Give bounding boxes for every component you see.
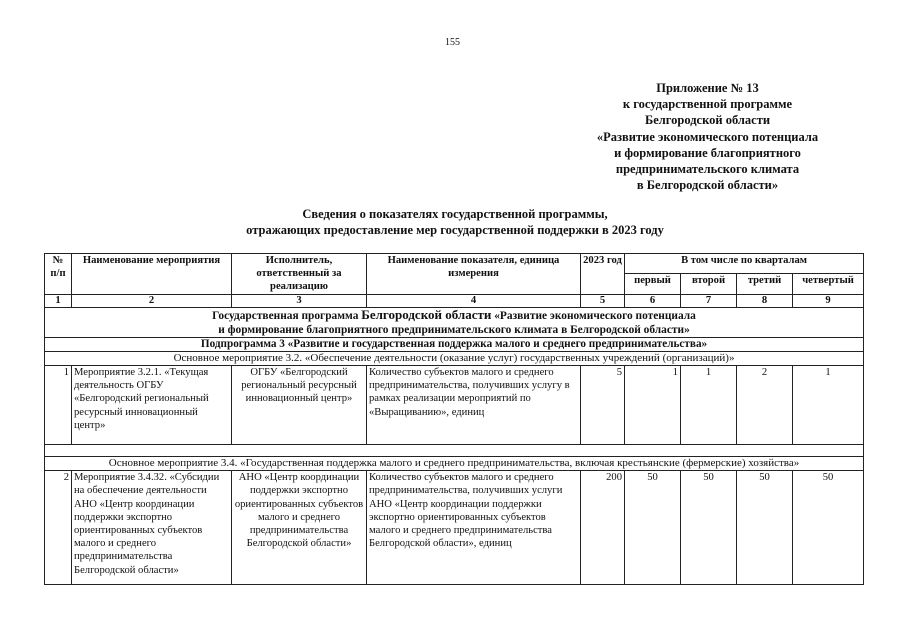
- program-region: Белгородской области: [361, 306, 492, 322]
- row-num: 1: [45, 366, 72, 445]
- spacer-row: [45, 445, 864, 457]
- appendix-line: в Белгородской области»: [636, 178, 779, 193]
- header-executor: Исполнитель, ответственный за реализацию: [232, 254, 367, 295]
- basic-event-cell: Основное мероприятие 3.4. «Государственная поддержка малого и среднего предпринимательства, включая крестьянские (фермерские) хозяйства»: [45, 457, 864, 471]
- column-number: 7: [681, 294, 737, 307]
- program-prefix: Государственная программа: [212, 309, 362, 322]
- column-number: 6: [625, 294, 681, 307]
- header-indicator: Наименование показателя, единица измерения: [367, 254, 581, 295]
- title-line-2: отражающих предоставление мер государственной поддержки в 2023 году: [246, 223, 664, 237]
- appendix-line: к государственной программе: [622, 97, 793, 112]
- header-quarters-group: В том числе по кварталам: [625, 254, 864, 274]
- subprogram-cell: Подпрограмма 3 «Развитие и государственная поддержка малого и среднего предпринимательства»: [45, 337, 864, 351]
- row-indicator: Количество субъектов малого и среднего предпринимательства, получивших услуги АНО «Центр координации поддержки экспортно ориентированных субъектов малого и среднего предпринимательства Белгородской области», единиц: [367, 471, 581, 585]
- table-row: [45, 471, 864, 585]
- column-numbers-row: [45, 294, 864, 307]
- appendix-heading: [535, 80, 880, 193]
- title-line-1: Сведения о показателях государственной программы,: [302, 207, 608, 221]
- row-year-value: 5: [581, 366, 625, 445]
- basic-event-row: [45, 457, 864, 471]
- row-indicator: Количество субъектов малого и среднего предпринимательства, получивших услугу в рамках реализации мероприятий по «Выращиванию», единиц: [367, 366, 581, 445]
- row-q1-value: 1: [625, 366, 681, 445]
- header-q2: второй: [681, 274, 737, 294]
- table-row: [45, 366, 864, 445]
- column-number: 2: [72, 294, 232, 307]
- document-title: [150, 206, 760, 238]
- appendix-line: «Развитие экономического потенциала: [596, 129, 819, 144]
- spacer-cell: [45, 445, 864, 457]
- appendix-line: и формирование благоприятного: [614, 145, 801, 160]
- header-q4: четвертый: [793, 274, 864, 294]
- column-number: 9: [793, 294, 864, 307]
- appendix-line: предпринимательского климата: [615, 162, 800, 177]
- header-event: Наименование мероприятия: [72, 254, 232, 295]
- row-q3-value: 50: [737, 471, 793, 585]
- row-num: 2: [45, 471, 72, 585]
- row-event: Мероприятие 3.2.1. «Текущая деятельность ОГБУ «Белгородский региональный ресурсный инновационный центр»: [72, 366, 232, 445]
- program-cell: [45, 307, 864, 337]
- program-suffix: «Развитие экономического потенциала: [491, 309, 696, 322]
- row-event: Мероприятие 3.4.32. «Субсидии на обеспечение деятельности АНО «Центр координации поддержки экспортно ориентированных субъектов малого и среднего предпринимательства Белгородской области»: [72, 471, 232, 585]
- program-line-2: и формирование благоприятного предпринимательского климата в Белгородской области»: [218, 323, 690, 336]
- row-q2-value: 50: [681, 471, 737, 585]
- row-q1-value: 50: [625, 471, 681, 585]
- column-number: 1: [45, 294, 72, 307]
- row-year-value: 200: [581, 471, 625, 585]
- header-row-1: [45, 254, 864, 274]
- appendix-line: Приложение № 13: [656, 81, 759, 95]
- appendix-line: Белгородской области: [644, 113, 771, 128]
- row-q4-value: 50: [793, 471, 864, 585]
- column-number: 4: [367, 294, 581, 307]
- row-executor: ОГБУ «Белгородский региональный ресурсный инновационный центр»: [232, 366, 367, 445]
- page-number: 155: [445, 37, 460, 48]
- header-year: 2023 год: [581, 254, 625, 295]
- program-row: [45, 307, 864, 337]
- column-number: 8: [737, 294, 793, 307]
- header-q1: первый: [625, 274, 681, 294]
- header-num: № п/п: [45, 254, 72, 295]
- row-q2-value: 1: [681, 366, 737, 445]
- row-q3-value: 2: [737, 366, 793, 445]
- subprogram-row: [45, 337, 864, 351]
- row-q4-value: 1: [793, 366, 864, 445]
- column-number: 3: [232, 294, 367, 307]
- indicators-table: [44, 253, 864, 585]
- basic-event-row: [45, 351, 864, 365]
- basic-event-cell: Основное мероприятие 3.2. «Обеспечение деятельности (оказание услуг) государственных учреждений (организаций)»: [45, 351, 864, 365]
- column-number: 5: [581, 294, 625, 307]
- row-executor: АНО «Центр координации поддержки экспортно ориентированных субъектов малого и среднего предпринимательства Белгородской области»: [232, 471, 367, 585]
- header-q3: третий: [737, 274, 793, 294]
